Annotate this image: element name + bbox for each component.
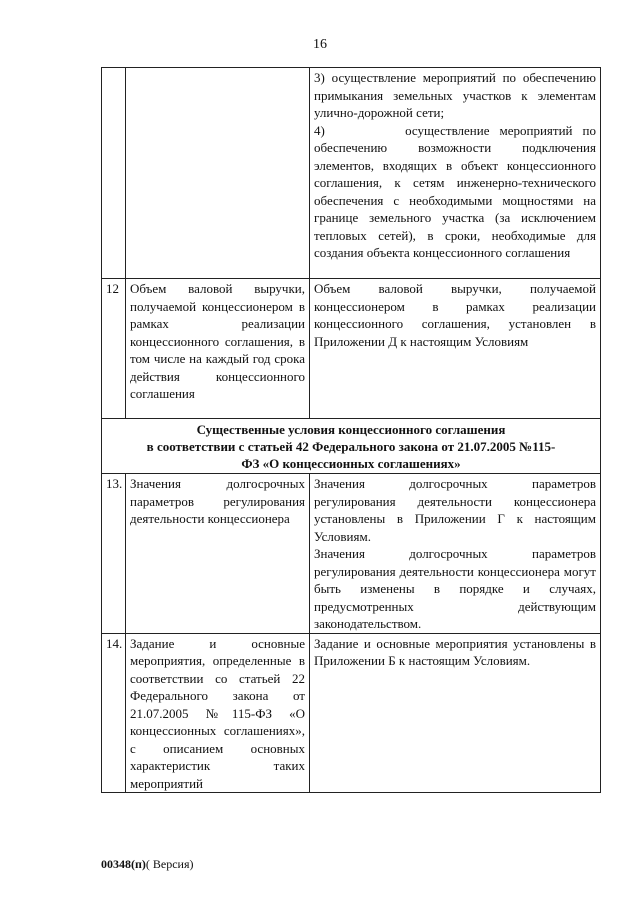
table-row-continuation <box>102 68 601 279</box>
table-row-12 <box>102 279 601 419</box>
description-paragraph: 3) осуществление мероприятий по обеспечению примыкания земельных участков к элементам улично-дорожной сети; <box>314 70 596 120</box>
document-version: ( Версия) <box>145 857 194 871</box>
row-name-cell: Задание и основные мероприятия, определенные в соответствии со статьей 22 Федерального закона от 21.07.2005 №115-ФЗ «О концессионных соглашениях», с описанием основных характеристик таких мероприятий <box>126 633 310 793</box>
section-header-line: Существенные условия концессионного соглашения <box>196 422 506 437</box>
conditions-table <box>101 67 601 793</box>
description-paragraph: Значения долгосрочных параметров регулирования деятельности концессионера могут быть изменены в порядке и случаях, предусмотренных действующим законодательством. <box>314 546 596 631</box>
description-paragraph: 4) осуществление мероприятий по обеспечению возможности подключения элементов, входящих в объект концессионного соглашения, к сетям инженерно-технического обеспечения с необходимыми мощностями на границе земельного участка (за исключением тепловых сетей), в сроки, необходимые для создания объекта концессионного соглашения <box>314 122 596 260</box>
table-row-14 <box>102 633 601 793</box>
row-number-cell: 13. <box>102 474 126 634</box>
section-header <box>102 419 601 474</box>
description-paragraph: Задание и основные мероприятия установлены в Приложении Б к настоящим Условиям. <box>314 635 596 668</box>
document-code: 00348(п) <box>101 857 146 871</box>
row-name-cell: Объем валовой выручки, получаемой концессионером в рамках реализации концессионного соглашения, в том числе на каждый год срока действия концессионного соглашения <box>126 279 310 419</box>
row-description-cell <box>310 279 601 419</box>
row-description-cell <box>310 633 601 793</box>
row-name-cell <box>126 68 310 279</box>
row-number-cell: 12 <box>102 279 126 419</box>
section-header-line: ФЗ «О концессионных соглашениях» <box>241 456 461 471</box>
row-name-cell: Значения долгосрочных параметров регулирования деятельности концессионера <box>126 474 310 634</box>
row-number-cell <box>102 68 126 279</box>
section-header-row <box>102 419 601 474</box>
section-header-line: в соответствии с статьей 42 Федерального закона от 21.07.2005 №115- <box>146 439 556 454</box>
row-description-cell <box>310 68 601 279</box>
table-row-13 <box>102 474 601 634</box>
description-paragraph: Объем валовой выручки, получаемой концессионером в рамках реализации концессионного соглашения, установлен в Приложении Д к настоящим Условиям <box>314 281 596 349</box>
document-footer <box>101 857 194 872</box>
row-number-cell: 14. <box>102 633 126 793</box>
page-number: 16 <box>313 37 327 52</box>
row-description-cell <box>310 474 601 634</box>
description-paragraph: Значения долгосрочных параметров регулирования деятельности концессионера установлены в Приложении Г к настоящим Условиям. <box>314 476 596 544</box>
